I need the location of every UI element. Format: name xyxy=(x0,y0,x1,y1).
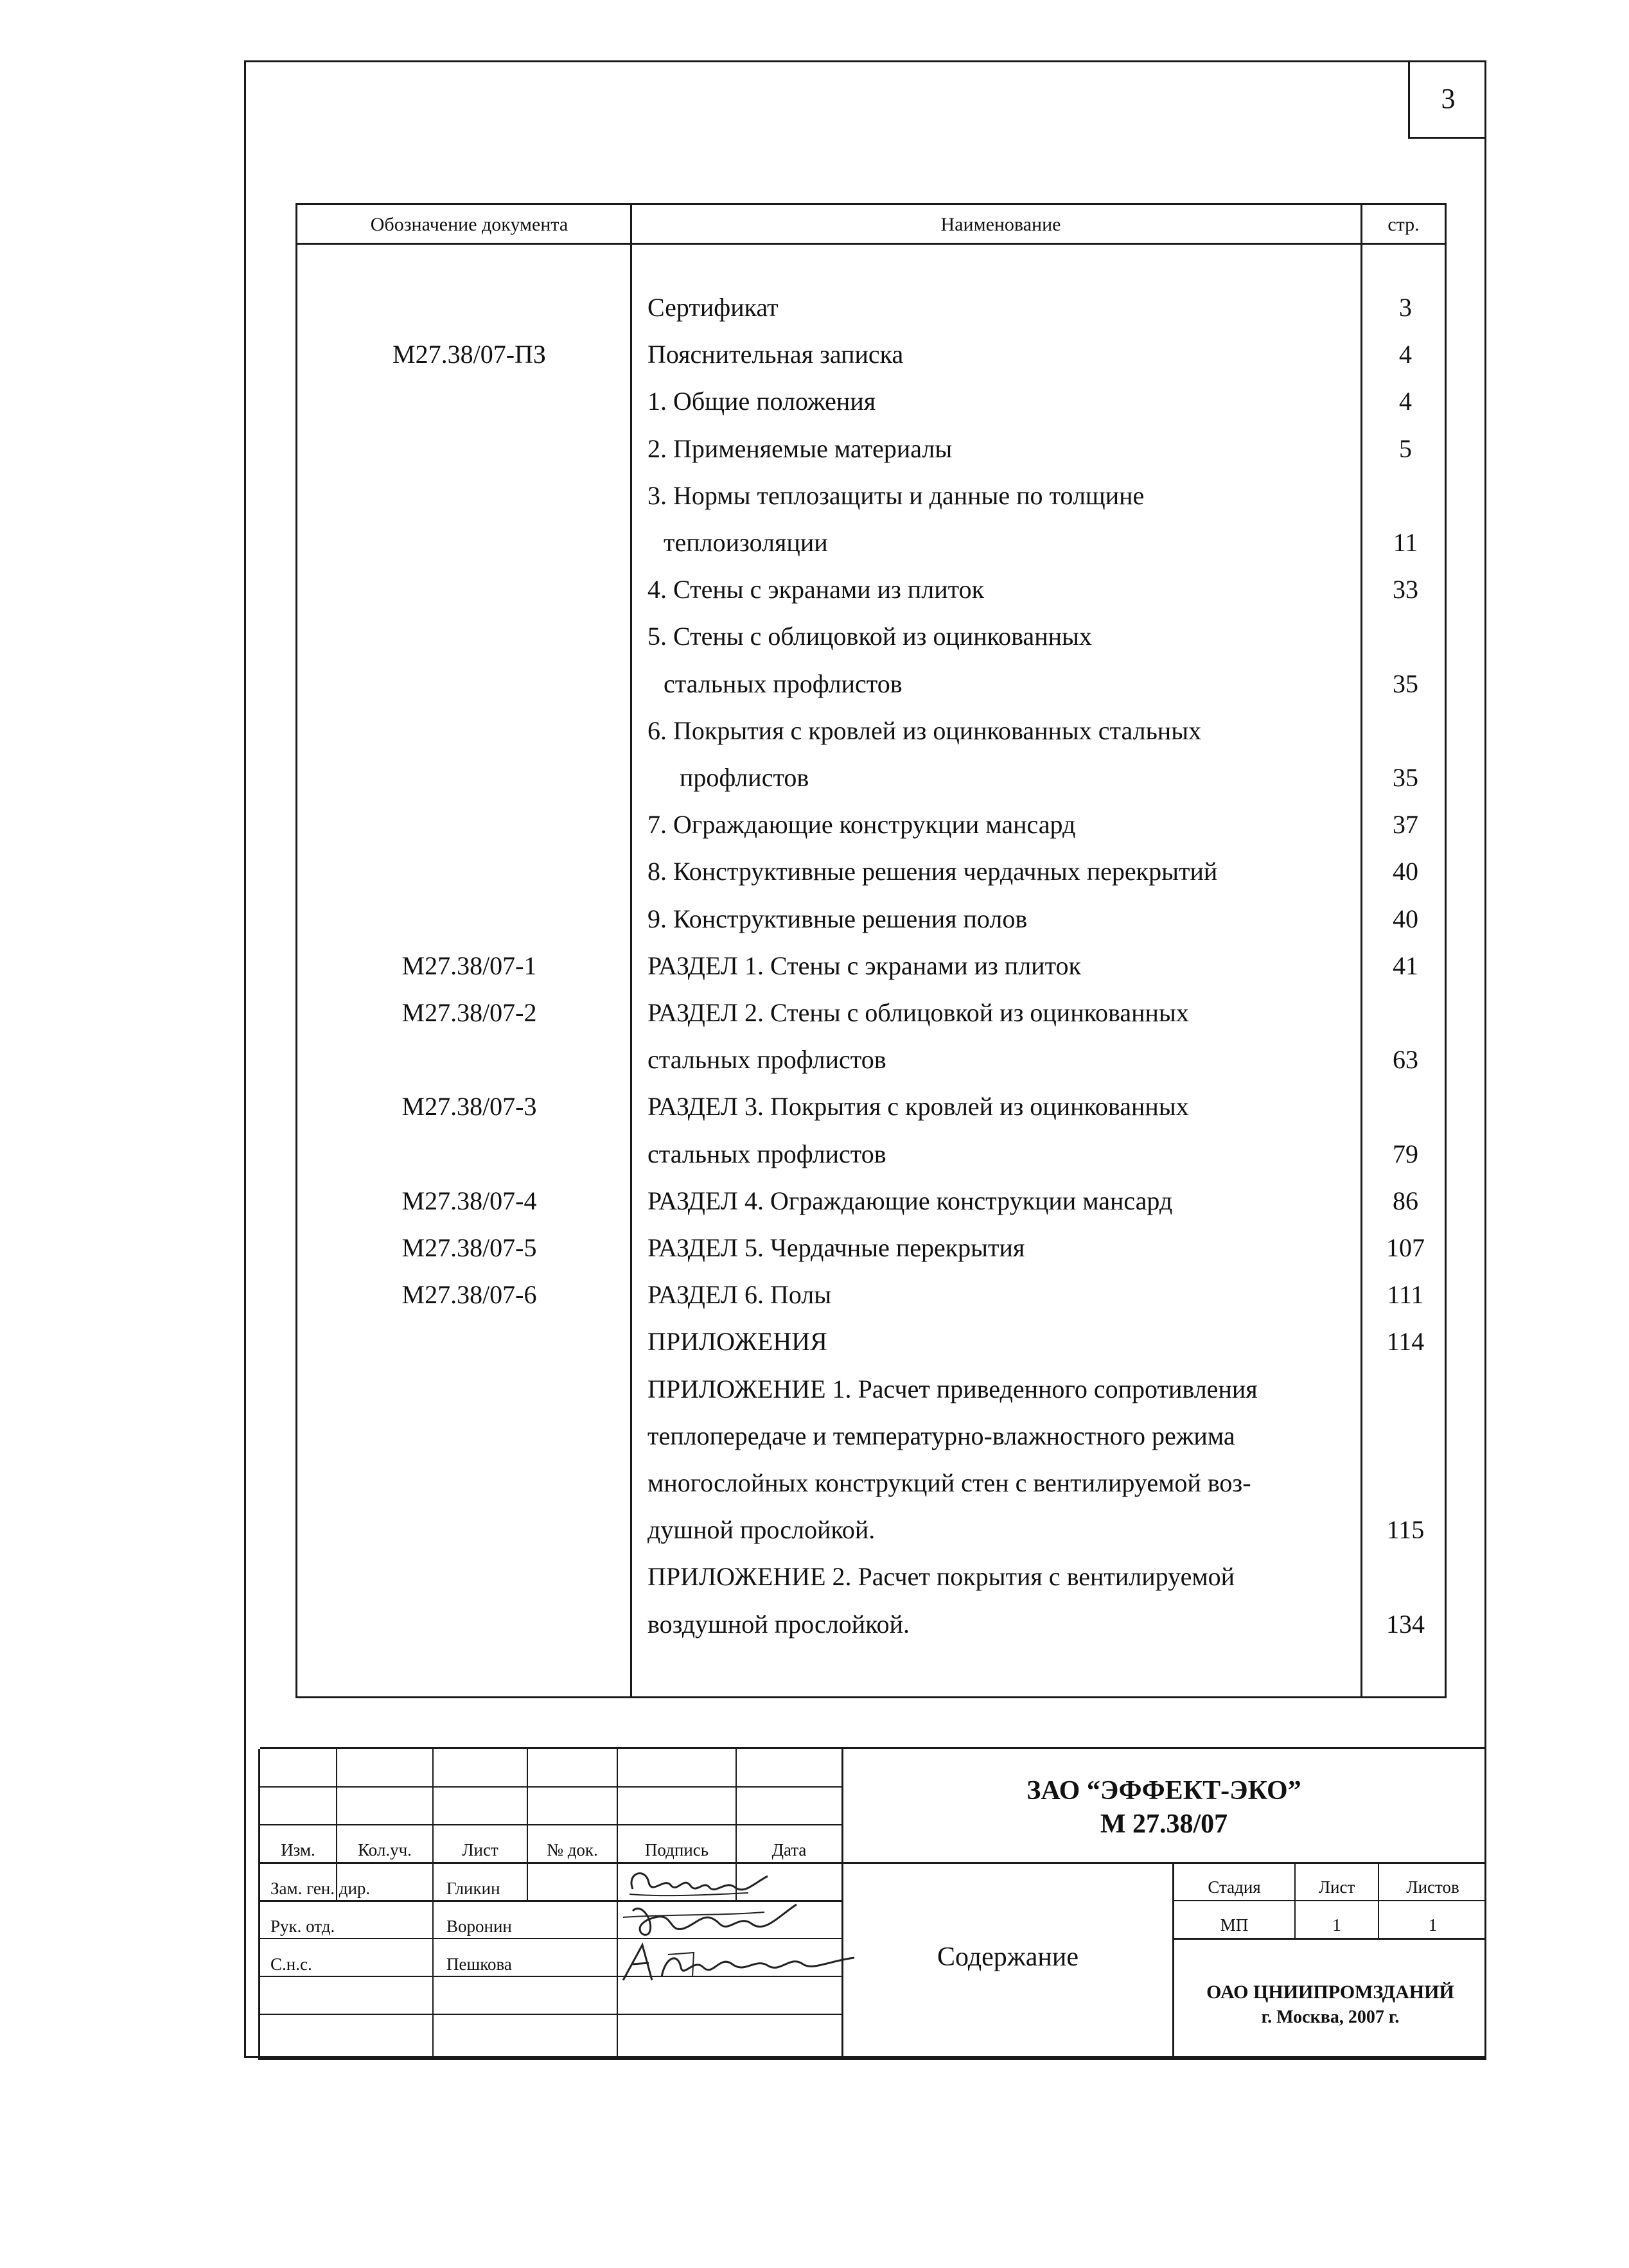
stage-header: Стадия xyxy=(1208,1877,1261,1897)
toc-page: 35 xyxy=(1393,763,1418,792)
document-title: Содержание xyxy=(937,1942,1079,1972)
name-2: Воронин xyxy=(446,1917,512,1936)
header-name: Наименование xyxy=(940,214,1061,235)
toc-title: ПРИЛОЖЕНИЯ xyxy=(647,1327,827,1357)
sheet-header: Лист xyxy=(1318,1877,1355,1897)
toc-row xyxy=(297,989,1445,1036)
toc-row xyxy=(297,942,1445,989)
toc-designation: М27.38/07-2 xyxy=(401,998,537,1027)
toc-row xyxy=(297,472,1445,519)
toc-row xyxy=(297,1177,1445,1224)
toc-title: РАЗДЕЛ 2. Стены с облицовкой из оцинкованных xyxy=(647,998,1189,1027)
toc-page: 134 xyxy=(1386,1609,1425,1639)
toc-page: 37 xyxy=(1393,810,1418,840)
name-3: Пешкова xyxy=(446,1955,512,1974)
toc-title: стальных профлистов xyxy=(664,669,903,698)
toc-title: воздушной прослойкой. xyxy=(647,1609,910,1639)
toc-row xyxy=(297,1412,1445,1459)
toc-row xyxy=(297,284,1445,331)
toc-row xyxy=(297,1318,1445,1365)
toc-designation: М27.38/07-6 xyxy=(401,1280,537,1310)
toc-title: РАЗДЕЛ 1. Стены с экранами из плиток xyxy=(647,951,1081,980)
toc-title: Сертификат xyxy=(647,293,779,322)
document-code: М 27.38/07 xyxy=(1100,1809,1228,1839)
toc-title: 1. Общие положения xyxy=(647,387,876,416)
toc-designation: М27.38/07-3 xyxy=(401,1092,537,1121)
toc-page: 35 xyxy=(1393,669,1418,698)
toc-title: Пояснительная записка xyxy=(647,340,904,369)
sheet-value: 1 xyxy=(1332,1915,1341,1935)
toc-title: 4. Стены с экранами из плиток xyxy=(647,575,985,604)
header-page: стр. xyxy=(1387,214,1420,235)
toc-page: 40 xyxy=(1393,857,1418,886)
toc-title: 8. Конструктивные решения чердачных перекрытий xyxy=(647,857,1218,886)
toc-title: 2. Применяемые материалы xyxy=(647,434,953,463)
role-1: Зам. ген. дир. xyxy=(270,1879,371,1898)
signature-peshkova xyxy=(617,1938,861,1990)
toc-row xyxy=(297,331,1445,378)
toc-title: стальных профлистов xyxy=(647,1045,886,1075)
page-number: 3 xyxy=(1408,60,1486,139)
contents-table-header xyxy=(297,205,1445,245)
contents-table xyxy=(295,203,1447,1698)
stage-value: МП xyxy=(1220,1915,1249,1935)
organization-name: ОАО ЦНИИПРОМЗДАНИЙ xyxy=(1206,1982,1454,2003)
name-1: Гликин xyxy=(446,1879,500,1898)
toc-title: 5. Стены с облицовкой из оцинкованных xyxy=(647,622,1092,651)
header-designation: Обозначение документа xyxy=(370,214,568,235)
toc-title: ПРИЛОЖЕНИЕ 1. Расчет приведенного сопротивления xyxy=(647,1374,1258,1403)
toc-designation: М27.38/07-5 xyxy=(401,1233,537,1262)
toc-row xyxy=(297,848,1445,895)
toc-row xyxy=(297,1459,1445,1506)
toc-page: 41 xyxy=(1393,951,1418,980)
toc-row xyxy=(297,660,1445,707)
toc-row xyxy=(297,1083,1445,1130)
toc-title: РАЗДЕЛ 3. Покрытия с кровлей из оцинкованных xyxy=(647,1092,1189,1121)
role-2: Рук. отд. xyxy=(270,1917,335,1936)
sheets-header: Листов xyxy=(1406,1877,1459,1897)
toc-title: 7. Ограждающие конструкции мансард xyxy=(647,810,1076,840)
toc-title: РАЗДЕЛ 6. Полы xyxy=(647,1280,832,1310)
toc-title: многослойных конструкций стен с вентилируемой воз- xyxy=(647,1468,1251,1497)
toc-page: 79 xyxy=(1393,1139,1418,1168)
toc-page: 3 xyxy=(1399,293,1412,322)
title-block xyxy=(260,1747,1486,2058)
toc-row xyxy=(297,1224,1445,1271)
toc-row xyxy=(297,707,1445,754)
toc-page: 5 xyxy=(1399,434,1412,463)
toc-row xyxy=(297,801,1445,848)
toc-title: профлистов xyxy=(680,763,809,792)
toc-title: теплопередаче и температурно-влажностного режима xyxy=(647,1421,1235,1450)
toc-page: 86 xyxy=(1393,1186,1418,1215)
col-doc-no: № док. xyxy=(547,1840,598,1859)
toc-designation: М27.38/07-4 xyxy=(401,1186,537,1215)
toc-row xyxy=(297,425,1445,472)
toc-row xyxy=(297,1506,1445,1553)
toc-title: 9. Конструктивные решения полов xyxy=(647,904,1028,933)
col-signature: Подпись xyxy=(644,1840,709,1859)
signature-glikin xyxy=(620,1863,774,1902)
toc-title: душной прослойкой. xyxy=(647,1515,876,1545)
toc-row xyxy=(297,1036,1445,1083)
sheets-value: 1 xyxy=(1428,1915,1438,1935)
organization-city: г. Москва, 2007 г. xyxy=(1261,2007,1400,2027)
toc-page: 4 xyxy=(1399,387,1412,416)
toc-designation: М27.38/07-1 xyxy=(401,951,537,980)
col-list: Лист xyxy=(462,1840,498,1859)
toc-title: ПРИЛОЖЕНИЕ 2. Расчет покрытия с вентилируемой xyxy=(647,1562,1235,1592)
signature-voronin xyxy=(617,1898,803,1943)
col-izm: Изм. xyxy=(281,1840,315,1859)
toc-page: 107 xyxy=(1386,1233,1425,1262)
company-name: ЗАО “ЭФФЕКТ-ЭКО” xyxy=(1026,1776,1301,1806)
toc-page: 4 xyxy=(1399,340,1412,369)
toc-page: 63 xyxy=(1393,1045,1418,1075)
toc-row xyxy=(297,1130,1445,1177)
toc-row xyxy=(297,1553,1445,1600)
toc-title: 6. Покрытия с кровлей из оцинкованных стальных xyxy=(647,716,1202,745)
toc-row xyxy=(297,1601,1445,1648)
toc-row xyxy=(297,1271,1445,1318)
toc-page: 111 xyxy=(1387,1280,1424,1310)
col-kol-uch: Кол.уч. xyxy=(358,1840,412,1859)
toc-row xyxy=(297,895,1445,942)
toc-page: 115 xyxy=(1386,1515,1425,1545)
toc-page: 114 xyxy=(1386,1327,1425,1357)
toc-row xyxy=(297,378,1445,425)
toc-row xyxy=(297,1366,1445,1412)
toc-page: 11 xyxy=(1393,528,1418,557)
toc-title: стальных профлистов xyxy=(647,1139,886,1168)
toc-title: РАЗДЕЛ 4. Ограждающие конструкции мансард xyxy=(647,1186,1173,1215)
toc-row xyxy=(297,613,1445,660)
col-date: Дата xyxy=(771,1840,807,1859)
toc-title: 3. Нормы теплозащиты и данные по толщине xyxy=(647,480,1145,510)
toc-row xyxy=(297,754,1445,801)
toc-page: 40 xyxy=(1393,904,1418,933)
toc-title: теплоизоляции xyxy=(664,528,828,557)
toc-row xyxy=(297,519,1445,566)
toc-page: 33 xyxy=(1393,575,1418,604)
role-3: С.н.с. xyxy=(270,1955,312,1974)
toc-row xyxy=(297,566,1445,613)
toc-title: РАЗДЕЛ 5. Чердачные перекрытия xyxy=(647,1233,1025,1262)
toc-designation: М27.38/07-ПЗ xyxy=(392,340,546,369)
